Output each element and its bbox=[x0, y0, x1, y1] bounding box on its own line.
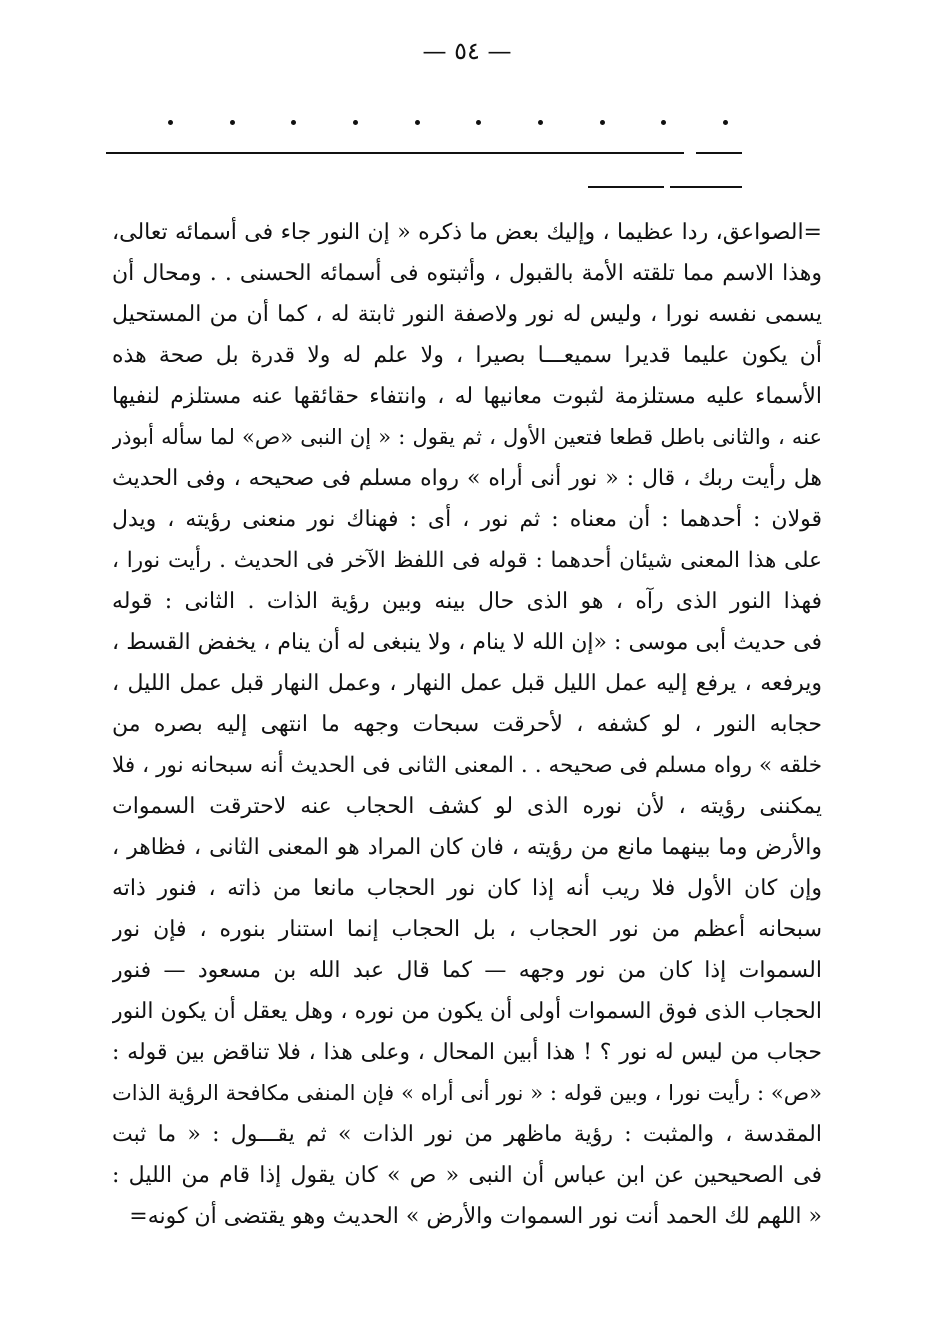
text-line: سبحانه أعظم من نور الحجاب ، بل الحجاب إنما استنار بنوره ، فإن نور bbox=[112, 917, 822, 942]
horizontal-rule bbox=[696, 152, 742, 154]
text-line: الحجاب الذى فوق السموات أولى أن يكون من نوره ، وهل يعقل أن يكون النور bbox=[112, 999, 822, 1024]
separator-dots bbox=[168, 112, 728, 132]
text-line: « اللهم لك الحمد أنت نور السموات والأرض » الحديث وهو يقتضى أن كونه= bbox=[129, 1204, 822, 1229]
horizontal-rule bbox=[670, 186, 742, 188]
text-line: على هذا المعنى شيئان أحدهما : قوله فى اللفظ الآخر فى الحديث . رأيت نورا ، bbox=[112, 548, 822, 573]
separator-dot bbox=[476, 120, 481, 125]
text-line: قولان : أحدهما : أن معناه : ثم نور ، أى : فهناك نور منعنى رؤيته ، ويدل bbox=[112, 507, 822, 532]
horizontal-rule bbox=[588, 186, 664, 188]
text-line: يسمى نفسه نورا ، وليس له نور ولاصفة النور ثابتة له ، كما أن من المستحيل bbox=[112, 302, 822, 327]
text-line: يمكننى رؤيته ، لأن نوره الذى لو كشف الحجاب عنه لاحترقت السموات bbox=[112, 794, 822, 819]
text-line: هل رأيت ربك ، قال : « نور أنى أراه » رواه مسلم فى صحيحه ، وفى الحديث bbox=[112, 466, 822, 491]
separator-dot bbox=[353, 120, 358, 125]
text-line: حجابه النور ، لو كشفه ، لأحرقت سبحات وجهه ما انتهى إليه بصره من bbox=[112, 712, 822, 737]
text-line: فى الصحيحين عن ابن عباس أن النبى « ص » كان يقول إذا قام من الليل : bbox=[112, 1163, 822, 1188]
body-text bbox=[112, 212, 822, 1237]
text-line: السموات إذا كان من نور وجهه — كما قال عبد الله بن مسعود — فنور bbox=[112, 958, 822, 983]
page-number: — ٥٤ — bbox=[422, 37, 512, 65]
text-line: وهذا الاسم مما تلقته الأمة بالقبول ، وأثبتوه فى أسمائه الحسنى . . ومحال أن bbox=[112, 261, 822, 286]
horizontal-rule bbox=[106, 152, 684, 154]
text-line: فى حديث أبى موسى : «إن الله لا ينام ، ولا ينبغى له أن ينام ، يخفض القسط ، bbox=[112, 630, 822, 655]
separator-dot bbox=[168, 120, 173, 125]
text-line: ويرفعه ، يرفع إليه عمل الليل قبل عمل النهار ، وعمل النهار قبل عمل الليل ، bbox=[112, 671, 822, 696]
separator-dot bbox=[661, 120, 666, 125]
text-line: حجاب من ليس له نور ؟ ! هذا أبين المحال ، وعلى هذا ، فلا تناقض بين قوله : bbox=[112, 1040, 822, 1065]
text-line: =الصواعق، ردا عظيما ، وإليك بعض ما ذكره « إن النور جاء فى أسمائه تعالى، bbox=[112, 220, 822, 245]
separator-dot bbox=[291, 120, 296, 125]
text-line: المقدسة ، والمثبت : رؤية ماظهر من نور الذات » ثم يقـــول : « ما ثبت bbox=[112, 1122, 822, 1147]
text-line: الأسماء عليه مستلزمة لثبوت معانيها له ، وانتفاء حقائقها عنه مستلزم لنفيها bbox=[112, 384, 822, 409]
text-line: خلقه » رواه مسلم فى صحيحه . . المعنى الثانى فى الحديث أنه سبحانه نور ، فلا bbox=[112, 753, 822, 778]
separator-dot bbox=[538, 120, 543, 125]
separator-dot bbox=[600, 120, 605, 125]
text-line: «ص» : رأيت نورا ، وبين قوله : « نور أنى أراه » فإن المنفى مكافحة الرؤية الذات bbox=[112, 1081, 822, 1105]
separator-dot bbox=[415, 120, 420, 125]
text-line: عنه ، والثانى باطل قطعا فتعين الأول ، ثم يقول : « إن النبى «ص» لما سأله أبوذر bbox=[112, 425, 822, 449]
text-line: وإن كان الأول فلا ريب أنه إذا كان نور الحجاب مانعا من ذاته ، فنور ذاته bbox=[112, 876, 822, 901]
separator-dot bbox=[230, 120, 235, 125]
text-line: أن يكون عليما قديرا سميعـــا بصيرا ، ولا علم له ولا قدرة بل صحة هذه bbox=[112, 343, 822, 368]
text-line: فهذا النور الذى رآه ، هو الذى حال بينه وبين رؤية الذات . الثانى : قوله bbox=[112, 589, 822, 614]
text-line: والأرض وما بينهما مانع من رؤيته ، فان كان المراد هو المعنى الثانى ، فظاهر ، bbox=[112, 835, 822, 860]
separator-dot bbox=[723, 120, 728, 125]
